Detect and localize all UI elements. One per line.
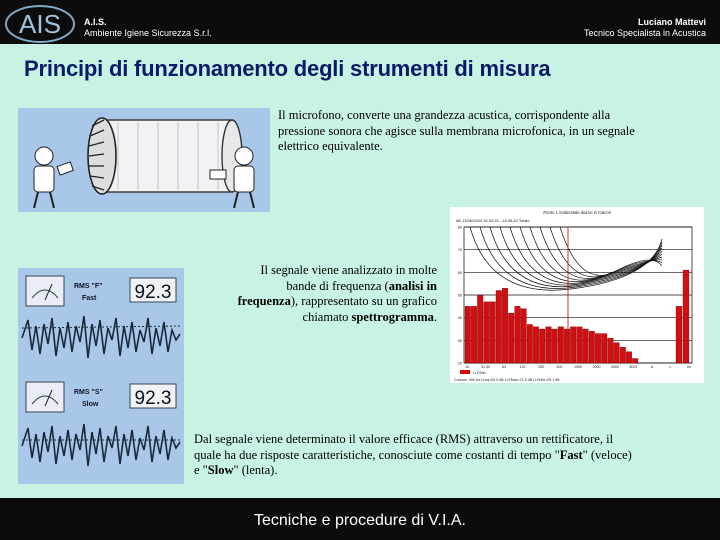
x-tick-label: 16: [465, 365, 469, 369]
author-role: Tecnico Specialista in Acustica: [583, 28, 706, 38]
y-tick-label: 80: [457, 225, 462, 230]
spectrum-bar: [577, 327, 583, 363]
rms-text-3: " (lenta).: [233, 463, 278, 477]
x-tick-label: 500: [556, 365, 563, 369]
spectrum-bold-1: analisi in frequenza: [237, 278, 437, 308]
spectrum-bar: [558, 327, 564, 363]
spectrum-bar: [546, 327, 552, 363]
header-bar: [0, 0, 720, 49]
spectrum-bar: [521, 309, 527, 363]
spectrum-bar: [496, 290, 502, 363]
spectrum-bar: [465, 306, 471, 363]
spectrum-bar: [589, 331, 595, 363]
spectrum-bar: [583, 329, 589, 363]
spectrum-bar: [632, 358, 638, 363]
spectrum-bar: [608, 338, 614, 363]
spectrum-bar: [502, 288, 508, 363]
chart-title: Punto 1 Ambientale diurno in Calcoli: [543, 210, 611, 215]
spectrum-bar: [539, 329, 545, 363]
x-tick-label: 31.50: [481, 365, 490, 369]
fast-label: RMS "F": [74, 283, 103, 290]
chart-footnote: Cursore: 400 Hz LLeq=52.0 dB LLFMax=71.0 dB LLFMin=25.1 dB: [454, 378, 560, 382]
spectrum-bar: [477, 295, 483, 363]
org-info: [84, 17, 212, 39]
y-tick-label: 60: [457, 270, 462, 275]
x-tick-label: 1000: [574, 365, 582, 369]
org-full-name: Ambiente Igiene Sicurezza S.r.l.: [84, 28, 212, 38]
rms-text-1: Dal segnale viene determinato il valore efficace (RMS) attraverso un rettificatore, il quale ha due risposte caratteristiche, conosciute come costanti di tempo ": [194, 432, 614, 462]
spectrum-bar: [595, 334, 601, 363]
spectrum-bar: [527, 324, 533, 363]
x-tick-label: L: [669, 365, 672, 369]
author-info: [584, 17, 706, 39]
spectrogram-chart: [450, 207, 704, 383]
spectrum-bar: [533, 327, 539, 363]
spectrum-bar: [626, 352, 632, 363]
footer-text: Tecniche e procedure di V.I.A.: [254, 512, 466, 529]
rms-bold-fast: Fast: [559, 447, 583, 462]
spectrum-bar: [614, 343, 620, 363]
y-tick-label: 70: [457, 248, 462, 253]
chart-legend: LLFMin: [473, 371, 486, 375]
spectrum-bar: [508, 313, 514, 363]
spectrum-description: [228, 263, 437, 325]
spectrum-bar: [490, 302, 496, 363]
spectrum-bar: [564, 329, 570, 363]
page-title: Principi di funzionamento degli strumenti di misura: [24, 56, 551, 81]
logo-subtext: AMBIENTE • IGIENE • SICUREZZA: [3, 44, 77, 49]
y-tick-label: 30: [457, 338, 462, 343]
x-tick-label: 63: [502, 365, 506, 369]
spectrum-bar: [471, 306, 477, 363]
spectrum-bar: [552, 329, 558, 363]
microphone-description: Il microfono, converte una grandezza acustica, corrispondente alla pressione sonora che agisce sulla membrana microfonica, in un segnale elettrico equivalente.: [278, 108, 635, 153]
y-tick-label: 50: [457, 293, 462, 298]
x-tick-label: A: [650, 365, 654, 369]
chart-legend-swatch: [460, 370, 470, 374]
spectrum-text-3: .: [433, 309, 437, 324]
spectrum-text-1: Il segnale viene analizzato in molte bande di frequenza (: [260, 263, 437, 293]
total-bar: [676, 306, 682, 363]
fast-value: 92.3: [134, 282, 172, 303]
spectrum-bar: [515, 306, 521, 363]
logo-text: AIS: [19, 9, 61, 39]
author-name: Luciano Mattevi: [637, 17, 706, 27]
total-bar: [683, 270, 689, 363]
x-tick-label: 125: [519, 365, 526, 369]
ais-logo: [2, 4, 78, 50]
x-tick-label: Hz: [686, 365, 692, 369]
x-tick-label: 2000: [592, 365, 601, 369]
footer-bar: [0, 498, 720, 540]
slow-label: RMS "S": [74, 389, 103, 396]
slow-sub: Slow: [82, 401, 99, 408]
rms-meters-illustration: [18, 268, 184, 484]
rms-text-2: " (veloce) e ": [194, 447, 632, 477]
spectrum-text-2: ), rappresentato su un grafico chiamato: [290, 294, 437, 324]
rms-description: [194, 432, 634, 479]
rms-bold-slow: Slow: [207, 463, 234, 477]
microphone-illustration: [18, 108, 270, 212]
spectrum-bar: [570, 327, 576, 363]
chart-subtitle: dB 13/06/2004 16:34:20 - 16:35:42 Totale: [456, 218, 530, 223]
spectrum-bar: [601, 334, 607, 363]
x-tick-label: 250: [538, 365, 544, 369]
x-tick-label: 8001: [629, 365, 638, 369]
y-tick-label: 40: [457, 316, 462, 321]
spectrum-bold-2: spettrogramma: [351, 309, 434, 324]
slow-value: 92.3: [134, 388, 172, 409]
spectrum-bar: [620, 347, 626, 363]
fast-sub: Fast: [82, 295, 97, 302]
x-tick-label: 4000: [611, 365, 619, 369]
spectrum-bar: [484, 302, 490, 363]
y-tick-label: 20: [457, 361, 462, 366]
org-name: A.I.S.: [84, 17, 107, 27]
